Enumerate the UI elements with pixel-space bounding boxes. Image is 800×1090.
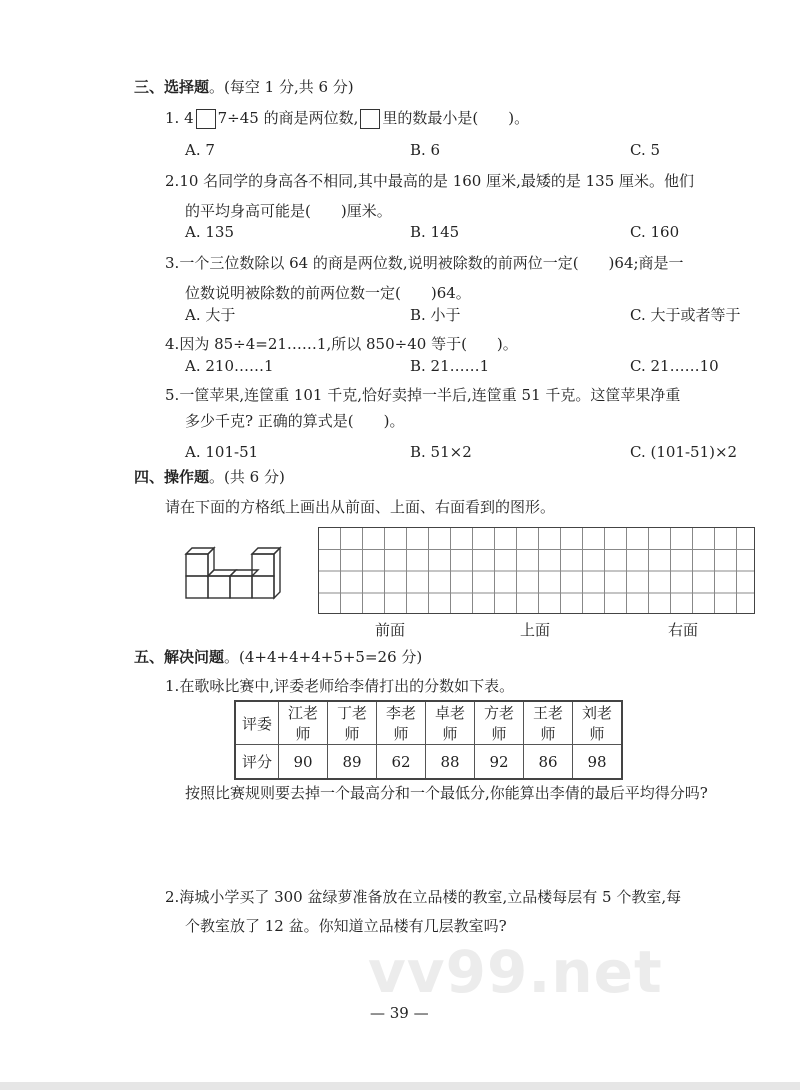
question-text: 一筐苹果,连筐重 101 千克,恰好卖掉一半后,连筐重 51 千克。这筐苹果净重 [179,386,681,404]
question-text: 因为 85÷4=21……1,所以 850÷40 等于( )。 [179,335,518,353]
question-number: 1. [165,677,180,695]
option-b: B. 51×2 [410,443,472,461]
grid-paper[interactable] [318,527,755,614]
question-3-2 [165,171,694,191]
table-cell: 86 [524,745,573,780]
table-cell: 88 [426,745,475,780]
instruction-text: 请在下面的方格纸上画出从前面、上面、右面看到的图形。 [165,498,556,516]
question-text: 7÷45 的商是两位数, [217,109,359,127]
question-5-1 [165,676,514,696]
option-c: C. 160 [630,223,680,241]
label-front-view: 前面 [375,621,406,639]
blank-box [196,109,216,129]
blank-box [360,109,380,129]
cube-stack-figure [180,540,284,602]
table-cell: 评委 [235,701,279,745]
question-3-3 [165,253,684,273]
table-cell: 90 [279,745,328,780]
question-text: 里的数最小是( )。 [382,109,530,127]
section-title: 四、操作题 [134,468,210,486]
question-number: 2. [165,888,180,906]
question-text: 一个三位数除以 64 的商是两位数,说明被除数的前两位一定( )64;商是一 [179,254,684,272]
question-text: 海城小学买了 300 盆绿萝准备放在立品楼的教室,立品楼每层有 5 个教室,每 [179,888,682,906]
option-c: C. (101-51)×2 [630,443,738,461]
page-bottom-border [0,1082,800,1090]
question-text: 10 名同学的身高各不相同,其中最高的是 160 厘米,最矮的是 135 厘米。他们 [179,172,695,190]
table-cell: 卓老师 [426,701,475,745]
table-row [235,701,622,745]
table-row [235,745,622,780]
question-3-5 [165,385,680,405]
option-b: B. 6 [410,141,441,159]
section-3-heading [134,77,354,97]
table-cell: 王老师 [524,701,573,745]
question-text: 位数说明被除数的前两位数一定( )64。 [185,284,471,302]
question-number: 2. [165,172,180,190]
table-cell: 62 [377,745,426,780]
option-b: B. 21……1 [410,357,490,375]
page-number: — 39 — [370,1004,429,1022]
table-cell: 刘老师 [573,701,623,745]
option-a: A. 135 [185,223,234,241]
question-3-1 [165,108,529,129]
table-cell: 评分 [235,745,279,780]
label-right-view: 右面 [668,621,699,639]
table-cell: 李老师 [377,701,426,745]
option-a: A. 7 [185,141,215,159]
score-table [234,700,623,780]
table-cell: 江老师 [279,701,328,745]
table-cell: 方老师 [475,701,524,745]
question-number: 4. [165,335,180,353]
section-score: 。(4+4+4+4+5+5=26 分) [224,648,423,666]
question-number: 3. [165,254,180,272]
question-text: 在歌咏比赛中,评委老师给李倩打出的分数如下表。 [179,677,515,695]
watermark: vv99.net [368,938,663,1006]
option-a: A. 210……1 [185,357,274,375]
section-4-heading [134,467,285,487]
table-cell: 89 [328,745,377,780]
section-title: 五、解决问题 [134,648,225,666]
question-number: 5. [165,386,180,404]
question-text: 多少千克? 正确的算式是( )。 [185,412,405,430]
option-a: A. 大于 [185,306,236,324]
option-b: B. 145 [410,223,460,241]
question-text: 个教室放了 12 盆。你知道立品楼有几层教室吗? [185,917,507,935]
section-score: 。(每空 1 分,共 6 分) [209,78,354,96]
question-5-2 [165,887,681,907]
table-cell: 丁老师 [328,701,377,745]
table-cell: 92 [475,745,524,780]
section-score: 。(共 6 分) [209,468,285,486]
option-c: C. 21……10 [630,357,719,375]
option-c: C. 大于或者等于 [630,306,741,324]
label-top-view: 上面 [520,621,551,639]
question-text: 的平均身高可能是( )厘米。 [185,202,392,220]
question-text: 按照比赛规则要去掉一个最高分和一个最低分,你能算出李倩的最后平均得分吗? [185,784,708,802]
section-title: 三、选择题 [134,78,210,96]
question-3-4 [165,334,518,354]
option-c: C. 5 [630,141,661,159]
option-a: A. 101-51 [185,443,259,461]
question-number: 1. 4 [165,109,194,127]
table-cell: 98 [573,745,623,780]
section-5-heading [134,647,422,667]
option-b: B. 小于 [410,306,461,324]
